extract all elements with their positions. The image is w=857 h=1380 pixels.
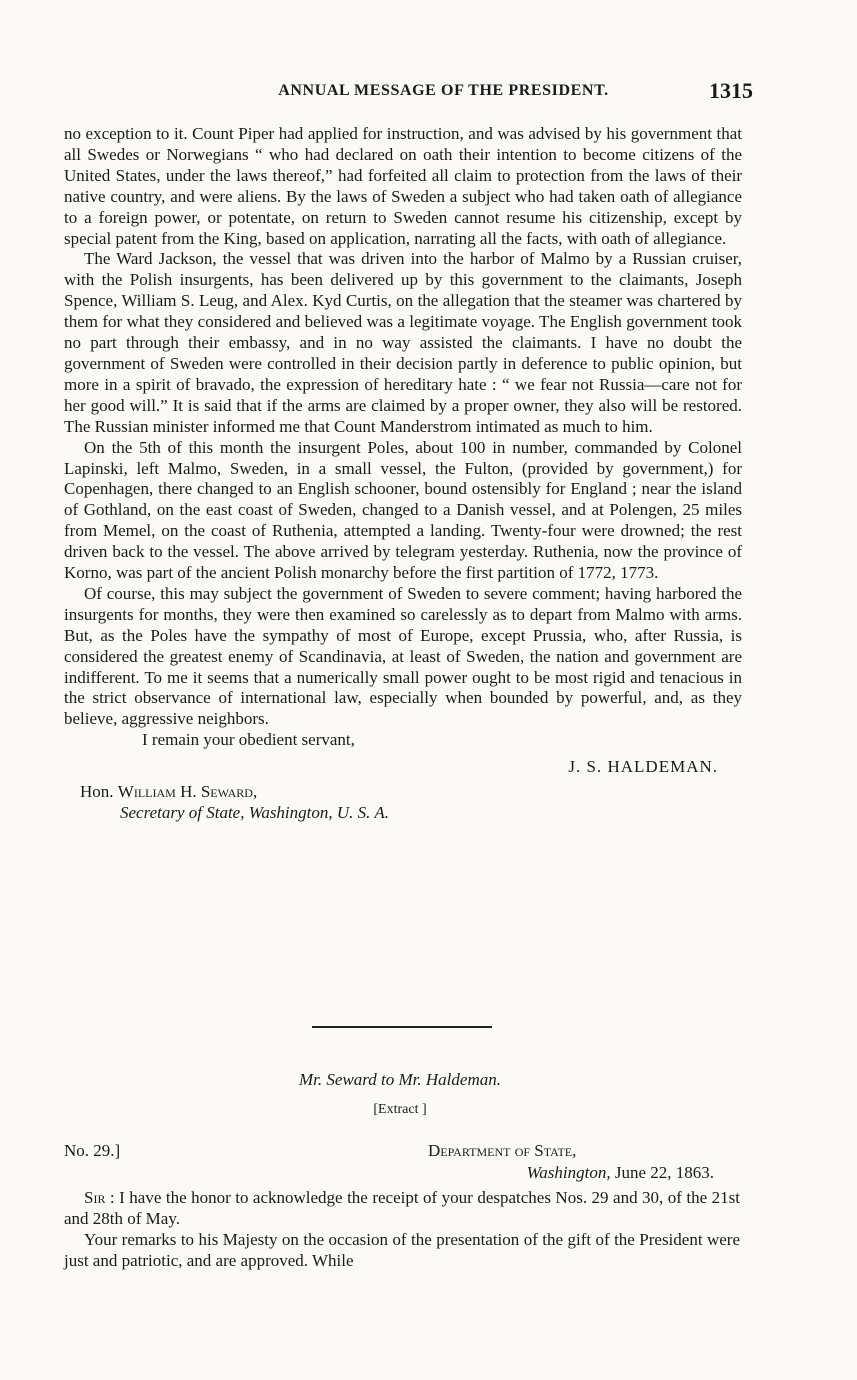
letter2-body [64,1188,740,1272]
extract-note: [Extract ] [373,1102,427,1117]
letter-body [64,124,742,824]
despatch-number: No. 29.] [64,1141,121,1160]
addressee-name: William H. Seward, [117,782,258,802]
addressee-title: Secretary of State, Washington, U. S. A. [120,803,389,822]
place-date [527,1162,714,1184]
section-divider [312,1026,492,1028]
paragraph [64,1188,740,1230]
date: June 22, 1863. [614,1163,714,1182]
page-number: 1315 [709,78,753,103]
addressee-prefix: Hon. [80,782,114,802]
salutation: Sir : [84,1188,115,1207]
signature: J. S. HALDEMAN. [568,757,718,777]
paragraph: On the 5th of this month the insurgent Poles, about 100 in number, commanded by Colonel Lapinski, left Malmo, Sweden, in a small vessel, the Fulton, (provided by government,) for Copenhagen, there changed to an English schooner, bound ostensibly for England ; near the island of Gothland, on the east coast of Sweden, changed to a Danish vessel, and at Polengen, 25 miles from Memel, on the coast of Ruthenia, attempted a landing. Twenty-four were drowned; the rest driven back to the vessel. The above arrived by telegram yesterday. Ruthenia, now the province of Korno, was part of the ancient Polish monarchy before the first partition of 1772, 1773. [64,437,742,583]
addressee [64,782,742,824]
closing: I remain your obedient servant, [142,730,355,750]
running-head: ANNUAL MESSAGE OF THE PRESIDENT. [278,82,609,99]
letter-title: Mr. Seward to Mr. Haldeman. [299,1070,501,1089]
place: Washington, [526,1163,611,1182]
paragraph: no exception to it. Count Piper had applied for instruction, and was advised by his government that all Swedes or Norwegians “ who had declared on oath their intention to become citizens of the United States, under the laws thereof,” had forfeited all claim to protection from the laws of their native country, and were aliens. By the laws of Sweden a subject who had taken oath of allegiance to a foreign power, or potentate, on return to Sweden cannot resume his citizenship, except by special patent from the King, based on application, narrating all the facts, with oath of allegiance. [64,124,742,248]
paragraph: Your remarks to his Majesty on the occasion of the presentation of the gift of the President were just and patriotic, and are approved. While [64,1229,740,1270]
department: Department of State, [428,1141,577,1160]
paragraph: Of course, this may subject the government of Sweden to severe comment; having harbored the insurgents for months, they were then examined so carelessly as to depart from Malmo with arms. But, as the Poles have the sympathy of most of Europe, except Prussia, who, after Russia, is considered the greatest enemy of Scandinavia, at least of Sweden, the nation and government are indifferent. To me it seems that a numerically small power ought to be most rigid and tenacious in the strict observance of international law, especially when bounded by powerful, and, as they believe, aggressive neighbors. [64,583,742,729]
page-header [62,78,753,104]
paragraph: The Ward Jackson, the vessel that was driven into the harbor of Malmo by a Russian cruiser, with the Polish insurgents, has been delivered up by this government to the claimants, Joseph Spence, William S. Leug, and Alex. Kyd Curtis, on the allegation that the steamer was chartered by them for what they considered and believed was a legitimate voyage. The English government took no part through their embassy, and in no way assisted the claimants. I have no doubt the government of Sweden were controlled in their decision partly in deference to public opinion, but more in a spirit of bravado, the expression of hereditary hate : “ we fear not Russia—care not for her good will.” It is said that if the arms are claimed by a proper owner, they also will be restored. The Russian minister informed me that Count Manderstrom intimated as much to him. [64,249,742,436]
paragraph-text: I have the honor to acknowledge the receipt of your despatches Nos. 29 and 30, of the 21st and 28th of May. [64,1188,740,1228]
